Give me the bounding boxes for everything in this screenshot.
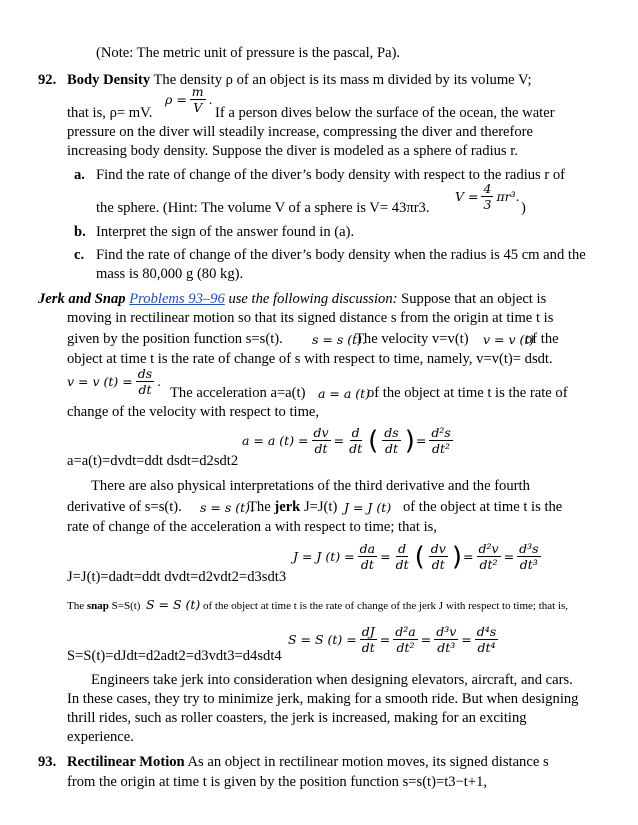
part-b-line1: Interpret the sign of the answer found in (a).	[96, 224, 355, 240]
paragraph2-line2: derivative of s=s(t).	[67, 499, 182, 515]
jerk-snap-lead: use the following discussion:	[228, 291, 398, 307]
sphere-volume-formula: V = $\frac{4}{3}$ πr³.	[455, 181, 520, 212]
snap-the: The	[67, 600, 85, 612]
problem-92-line1	[67, 71, 532, 90]
part-c-line2: mass is 80,000 g (80 kg).	[96, 266, 244, 282]
paragraph3-line1: Engineers take jerk into consideration when designing elevators, aircraft, and cars.	[91, 672, 573, 688]
jerk-snap-l1rest: Suppose that an object is	[401, 291, 547, 307]
problem-92-line4: increasing body density. Suppose the diver is modeled as a sphere of radius r.	[67, 143, 518, 159]
jerk-snap-line4: object at time t is the rate of change of s with respect to time, namely, v=v(t)= dsdt.	[67, 351, 553, 367]
jerk-snap-line3c: of the	[525, 331, 559, 347]
jerk-snap-line5b: The acceleration a=a(t)	[170, 385, 306, 401]
problem-92-line2b: If a person dives below the surface of the ocean, the water	[215, 105, 555, 121]
position-formula-2: s = s (t).	[200, 500, 254, 515]
jerk-derivative-formula: J = J (t) = $\frac{da}{dt}$ = $\frac{d}{dt}$ ( $\frac{dv}{dt}$ ) = $\frac{\text{d²v}}{\text{dt²}}$ = $\frac{\text{d³s}}{\text{dt³}}$	[293, 541, 539, 572]
part-a-line2-end: )	[521, 200, 526, 216]
paragraph2-jerk-def: J=J(t)	[303, 499, 338, 515]
paragraph2-line2b	[248, 498, 337, 517]
paragraph3-line3: thrill rides, such as roller coasters, the jerk is increased, making for an exciting	[67, 710, 527, 726]
jerk-term: jerk	[274, 499, 301, 515]
jerk-snap-title: Jerk and Snap	[38, 291, 126, 307]
jerk-snap-line1	[38, 290, 546, 309]
part-a-label: a.	[74, 167, 85, 183]
snap-derivative-formula: S = S (t) = $\frac{dJ}{dt}$ = $\frac{\text{d²a}}{\text{dt²}}$ = $\frac{\text{d³v}}{\text{dt³}}$ = $\frac{\text{d⁴s}}{\text{dt⁴}}$	[288, 624, 497, 655]
snap-term: snap	[86, 600, 109, 612]
velocity-derivative-formula: v = v (t) = $\frac{ds}{dt}$ .	[67, 366, 162, 397]
paragraph2-the: The	[248, 499, 271, 515]
paragraph2-line2d: of the object at time t is the	[403, 499, 563, 515]
density-formula: ρ = $\frac{m}{V}$ .	[165, 84, 213, 115]
jerk-formula: J = J (t)	[344, 500, 392, 515]
velocity-formula: v = v (t)	[483, 332, 535, 347]
jerk-snap-line3: given by the position function s=s(t).	[67, 331, 283, 347]
part-a-line1: Find the rate of change of the diver’s body density with respect to the radius r of	[96, 167, 566, 183]
part-a-line2: the sphere. (Hint: The volume V of a sphere is V= 43πr3.	[96, 200, 430, 216]
snap-line-text: S=S(t)=dJdt=d2adt2=d3vdt3=d4sdt4	[67, 648, 282, 664]
acceleration-line-text: a=a(t)=dvdt=ddt dsdt=d2sdt2	[67, 453, 239, 469]
paragraph3-line4: experience.	[67, 729, 134, 745]
problem-93-text1: As an object in rectilinear motion moves, its signed distance s	[187, 754, 549, 770]
paragraph3-line2: In these cases, they try to minimize jerk, making for a smooth ride. But when designing	[67, 691, 579, 707]
jerk-snap-line2: moving in rectilinear motion so that its signed distance s from the origin at time t is	[67, 310, 554, 326]
acceleration-derivative-formula: a = a (t) = $\frac{dv}{dt}$ = $\frac{d}{dt}$ ( $\frac{ds}{dt}$ ) = $\frac{\text{d²s}}{\text{dt²}}$	[242, 425, 451, 456]
problem-93-line2: from the origin at time t is given by the position function s=s(t)=t3−t+1,	[67, 774, 488, 790]
snap-formula: S = S (t)	[146, 597, 201, 612]
paragraph2-line3: rate of change of the acceleration a with respect to time; that is,	[67, 519, 437, 535]
problem-93-title: Rectilinear Motion	[67, 754, 185, 770]
note-line: (Note: The metric unit of pressure is the pascal, Pa).	[96, 45, 401, 61]
paragraph2-line1: There are also physical interpretations of the third derivative and the fourth	[91, 478, 530, 494]
problem-92-line3: pressure on the diver will steadily increase, compressing the diver and therefore	[67, 124, 534, 140]
acceleration-formula: a = a (t)	[318, 386, 371, 401]
problem-92-title: Body Density	[67, 72, 151, 88]
snap-line	[67, 597, 140, 616]
part-c-line1: Find the rate of change of the diver’s body density when the radius is 45 cm and the	[96, 247, 586, 263]
part-c-label: c.	[74, 247, 85, 263]
position-formula: s = s (t).	[312, 332, 366, 347]
problem-93-number: 93.	[38, 754, 57, 770]
part-b-label: b.	[74, 224, 86, 240]
jerk-line-text: J=J(t)=dadt=ddt dvdt=d2vdt2=d3sdt3	[67, 569, 287, 585]
problems-93-96-link[interactable]: Problems 93–96	[129, 291, 225, 307]
jerk-snap-line3b: The velocity v=v(t)	[355, 331, 469, 347]
jerk-snap-line5c: of the object at time t is the rate of	[367, 385, 568, 401]
problem-92-line2: that is, ρ= mV.	[67, 105, 153, 121]
snap-def: S=S(t)	[111, 600, 141, 612]
problem-93-line1	[67, 753, 549, 772]
problem-92-number: 92.	[38, 72, 57, 88]
problem-92-text1: The density ρ of an object is its mass m divided by its volume V;	[153, 72, 532, 88]
snap-line-rest: of the object at time t is the rate of change of the jerk J with respect to time; that is,	[203, 600, 569, 612]
jerk-snap-line6: change of the velocity with respect to time,	[67, 404, 320, 420]
